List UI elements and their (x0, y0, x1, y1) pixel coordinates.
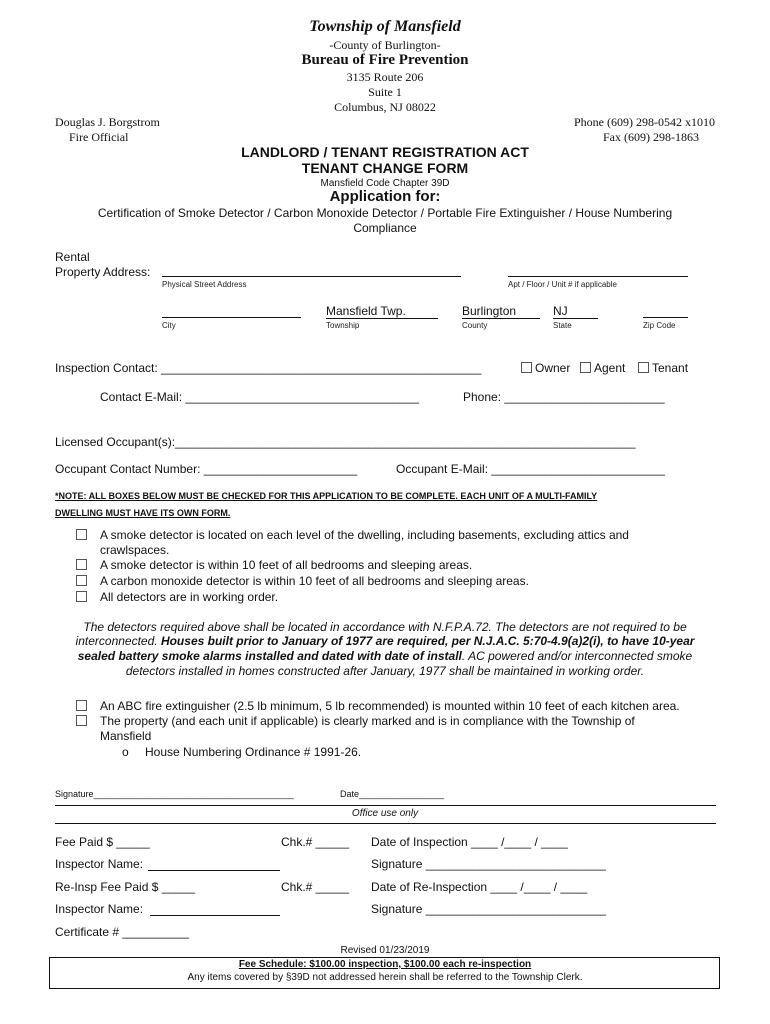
sub-bullet: o (122, 745, 129, 759)
fee-paid-field[interactable]: Fee Paid $ _____ (55, 835, 150, 849)
township-field[interactable]: Mansfield Twp. (326, 304, 438, 319)
county-field[interactable]: Burlington (462, 304, 540, 319)
licensed-occupants-field[interactable]: Licensed Occupant(s):_____________________________________________________________________ (55, 435, 636, 449)
inspector-signature-1-field[interactable]: Signature ___________________________ (371, 857, 606, 871)
state-field[interactable]: NJ (553, 304, 598, 319)
paragraph-text: interconnected. (75, 634, 161, 648)
paragraph-text: . AC powered and/or interconnected smoke (461, 649, 693, 663)
checkbox-box[interactable] (580, 362, 591, 373)
house-number-text: The property (and each unit if applicable) is clearly marked and is in compliance with the Township of (100, 714, 635, 728)
tenant-checkbox[interactable] (638, 361, 688, 375)
agent-label: Agent (594, 361, 626, 375)
checkbox-box[interactable] (638, 362, 649, 373)
checklist-item-3[interactable] (76, 574, 90, 588)
certification-line-2: Compliance (353, 221, 417, 235)
checklist-text-1-cont: crawlspaces. (100, 543, 170, 557)
checklist-item-2[interactable] (76, 558, 90, 572)
revised-date: Revised 01/23/2019 (340, 945, 430, 956)
state-caption: State (553, 321, 572, 330)
checklist-text-1: A smoke detector is located on each level of the dwelling, including basements, excluding attics and (100, 528, 629, 542)
zip-caption: Zip Code (643, 321, 676, 330)
detector-paragraph-line-3 (0, 649, 770, 663)
occupant-number-field[interactable]: Occupant Contact Number: _______________________ (55, 462, 358, 476)
checklist-text-4: All detectors are in working order. (100, 590, 279, 604)
checkbox-box[interactable] (76, 591, 87, 602)
note-line-1: *NOTE: ALL BOXES BELOW MUST BE CHECKED FOR THIS APPLICATION TO BE COMPLETE. EACH UNIT OF A MULTI-FAMILY (55, 491, 598, 501)
reinspection-date-field[interactable]: Date of Re-Inspection ____ /____ / ____ (371, 880, 588, 894)
check-number-2-field[interactable]: Chk.# _____ (281, 880, 350, 894)
checkbox-box[interactable] (76, 559, 87, 570)
address-line-3: Columbus, NJ 08022 (334, 100, 436, 114)
checkbox-box[interactable] (76, 529, 87, 540)
code-reference: Mansfield Code Chapter 39D (320, 178, 450, 189)
checkbox-box[interactable] (76, 715, 87, 726)
detector-paragraph-line-2 (0, 634, 770, 648)
owner-label: Owner (535, 361, 571, 375)
property-address-label: Property Address: (55, 265, 151, 279)
county-caption: County (462, 321, 488, 330)
street-address-field[interactable] (162, 276, 461, 277)
checklist-text-2: A smoke detector is within 10 feet of all bedrooms and sleeping areas. (100, 558, 473, 572)
detector-paragraph-line-1: The detectors required above shall be located in accordance with N.F.P.A.72. The detectors are not required to be (83, 620, 687, 634)
bureau-name: Bureau of Fire Prevention (301, 52, 469, 68)
checkbox-box[interactable] (521, 362, 532, 373)
inspector-name-1-label: Inspector Name: (55, 857, 144, 871)
reinspection-fee-field[interactable]: Re-Insp Fee Paid $ _____ (55, 880, 196, 894)
township-name: Township of Mansfield (309, 18, 461, 35)
township-caption: Township (326, 321, 360, 330)
signature-field[interactable]: Signature________________________________________ (55, 789, 294, 799)
apt-unit-field[interactable] (508, 276, 688, 277)
tenant-label: Tenant (652, 361, 689, 375)
rental-label: Rental (55, 250, 90, 264)
fax-number: Fax (609) 298-1863 (603, 130, 699, 144)
checkbox-box[interactable] (76, 700, 87, 711)
address-line-1: 3135 Route 206 (346, 70, 424, 84)
certificate-number-field[interactable]: Certificate # __________ (55, 925, 190, 939)
date-field[interactable]: Date_________________ (340, 789, 445, 799)
city-field[interactable] (162, 317, 301, 318)
act-title: LANDLORD / TENANT REGISTRATION ACT (241, 144, 529, 160)
occupant-email-field[interactable]: Occupant E-Mail: __________________________ (396, 462, 665, 476)
fee-schedule: Fee Schedule: $100.00 inspection, $100.00 each re-inspection (238, 959, 532, 970)
city-caption: City (162, 321, 176, 330)
house-number-checkbox[interactable] (76, 714, 90, 728)
official-name: Douglas J. Borgstrom (55, 115, 160, 129)
clerk-referral-note: Any items covered by §39D not addressed herein shall be referred to the Township Clerk. (187, 972, 583, 983)
zip-field[interactable] (643, 317, 688, 318)
form-title: TENANT CHANGE FORM (301, 160, 469, 176)
inspector-name-2-label: Inspector Name: (55, 902, 144, 916)
inspector-name-1-field[interactable] (148, 870, 280, 871)
paragraph-bold-text: Houses built prior to January of 1977 are required, per N.J.A.C. 5:70-4.9(a)2(i), to have 10-year (160, 634, 695, 648)
extinguisher-checkbox[interactable] (76, 699, 90, 713)
inspection-contact-field[interactable]: Inspection Contact: ________________________________________________ (55, 361, 482, 375)
phone-number: Phone (609) 298-0542 x1010 (574, 115, 715, 129)
contact-email-field[interactable]: Contact E-Mail: ___________________________________ (100, 390, 419, 404)
certification-line-1: Certification of Smoke Detector / Carbon Monoxide Detector / Portable Fire Extinguisher / House Numbering (97, 206, 673, 220)
contact-phone-field[interactable]: Phone: ________________________ (463, 390, 665, 404)
office-use-heading: Office use only (351, 808, 419, 819)
paragraph-bold-text: sealed battery smoke alarms installed and dated with date of install (77, 649, 462, 663)
checklist-text-3: A carbon monoxide detector is within 10 feet of all bedrooms and sleeping areas. (100, 574, 529, 588)
house-number-text-cont: Mansfield (100, 729, 152, 743)
extinguisher-text: An ABC fire extinguisher (2.5 lb minimum, 5 lb recommended) is mounted within 10 feet of each kitchen area. (100, 699, 680, 713)
checklist-item-1[interactable] (76, 528, 90, 542)
inspector-name-2-field[interactable] (150, 915, 280, 916)
checklist-item-4[interactable] (76, 590, 90, 604)
inspection-date-field[interactable]: Date of Inspection ____ /____ / ____ (371, 835, 568, 849)
check-number-1-field[interactable]: Chk.# _____ (281, 835, 350, 849)
agent-checkbox[interactable] (580, 361, 625, 375)
application-heading: Application for: (329, 188, 441, 205)
inspector-signature-2-field[interactable]: Signature ___________________________ (371, 902, 606, 916)
county-name: -County of Burlington- (329, 38, 441, 52)
official-title: Fire Official (69, 130, 129, 144)
address-line-2: Suite 1 (368, 85, 402, 99)
apt-caption: Apt / Floor / Unit # if applicable (508, 280, 617, 289)
checkbox-box[interactable] (76, 575, 87, 586)
detector-paragraph-line-4: detectors installed in homes constructed after January, 1977 shall be maintained in working order. (125, 664, 645, 678)
ordinance-text: House Numbering Ordinance # 1991-26. (145, 745, 362, 759)
owner-checkbox[interactable] (521, 361, 570, 375)
note-line-2: DWELLING MUST HAVE ITS OWN FORM. (55, 508, 231, 518)
street-caption: Physical Street Address (162, 280, 247, 289)
